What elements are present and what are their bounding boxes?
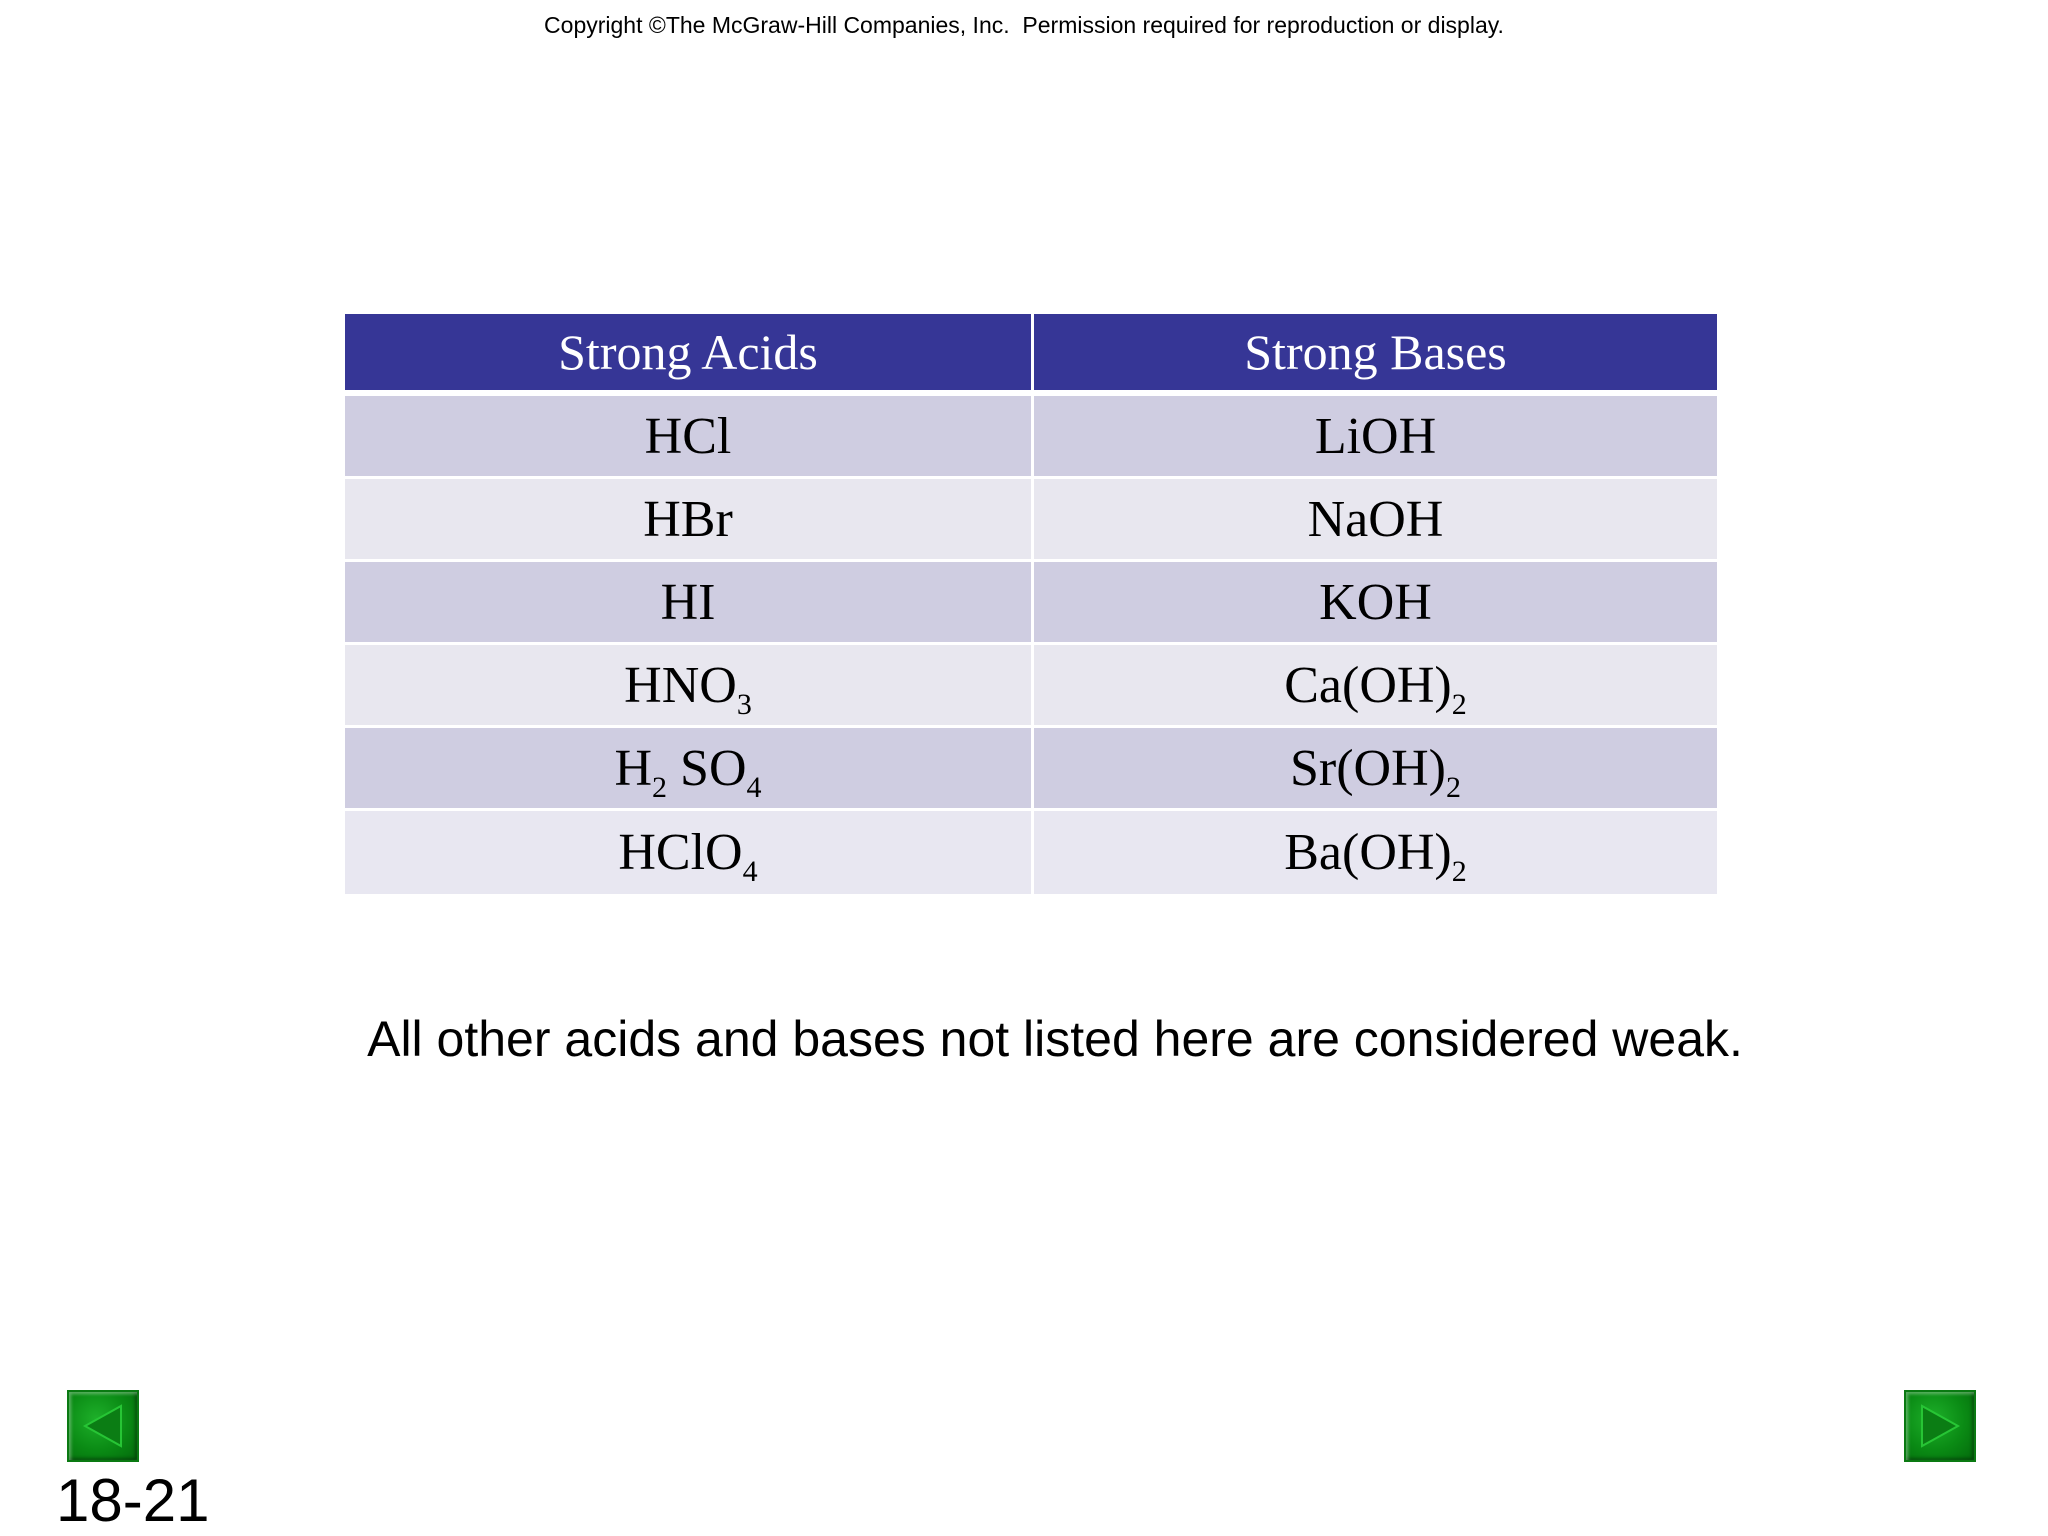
base-cell: $Ca(OH)_2$ bbox=[1031, 645, 1717, 728]
table-row bbox=[345, 396, 1717, 479]
weak-acids-bases-note: All other acids and bases not listed here are considered weak. bbox=[367, 1011, 1743, 1067]
column-header-strong-bases: Strong Bases bbox=[1031, 314, 1717, 396]
base-cell: $Ba(OH)_2$ bbox=[1031, 811, 1717, 894]
table-row bbox=[345, 728, 1717, 811]
slide-number: 18-21 bbox=[56, 1467, 210, 1534]
acid-cell: HI bbox=[345, 562, 1031, 645]
strong-acids-bases-table bbox=[345, 314, 1717, 894]
base-cell: $Sr(OH)_2$ bbox=[1031, 728, 1717, 811]
acid-cell: HCl bbox=[345, 396, 1031, 479]
copyright-notice: Copyright ©The McGraw-Hill Companies, Inc. Permission required for reproduction or display. bbox=[544, 12, 1504, 38]
next-slide-button[interactable] bbox=[1904, 1390, 1976, 1462]
table-row bbox=[345, 811, 1717, 894]
acid-cell: HClO$_4$ bbox=[345, 811, 1031, 894]
acid-cell: $HNO_3$ bbox=[345, 645, 1031, 728]
table-row bbox=[345, 645, 1717, 728]
triangle-left-icon bbox=[69, 1392, 137, 1460]
column-header-strong-acids: Strong Acids bbox=[345, 314, 1031, 396]
table-row bbox=[345, 562, 1717, 645]
triangle-right-icon bbox=[1906, 1392, 1974, 1460]
table-header-row bbox=[345, 314, 1717, 396]
base-cell: KOH bbox=[1031, 562, 1717, 645]
base-cell: NaOH bbox=[1031, 479, 1717, 562]
base-cell: LiOH bbox=[1031, 396, 1717, 479]
acid-cell: HBr bbox=[345, 479, 1031, 562]
previous-slide-button[interactable] bbox=[67, 1390, 139, 1462]
acid-cell: $H_2$ $SO_4$ bbox=[345, 728, 1031, 811]
table-row bbox=[345, 479, 1717, 562]
